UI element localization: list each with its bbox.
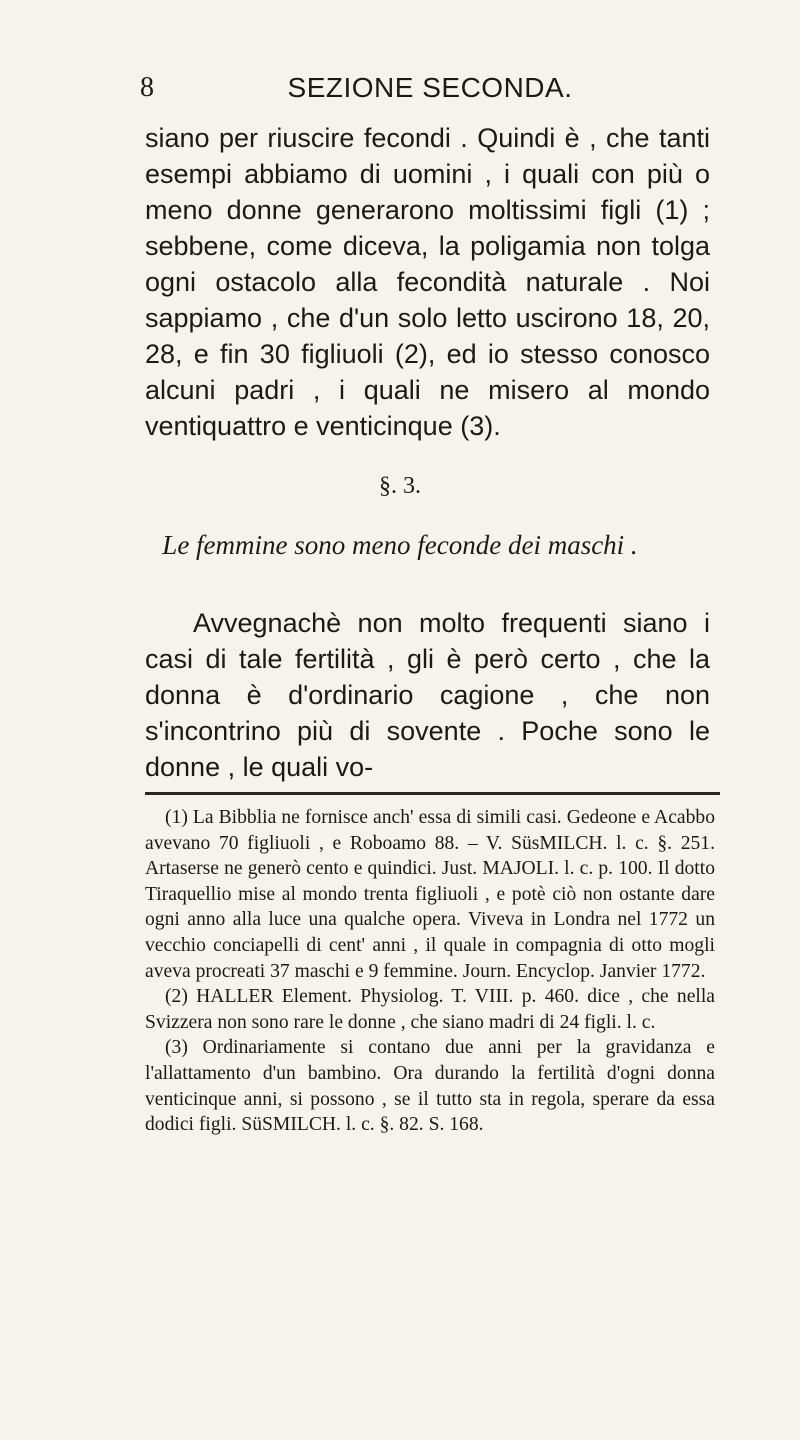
footnote-3: (3) Ordinariamente si contano due anni per la gravidanza e l'allattamento d'un bambino. Ora durando la fertilità d'ogni donna venticinque anni, si possono , se il tutto sta in regola, sperare da essa dodici figli. SüSMILCH. l. c. §. 82. S. 168. [145, 1037, 715, 1136]
footnote-separator [145, 792, 720, 795]
section-title: Le femmine sono meno feconde dei maschi . [162, 530, 638, 560]
body-paragraph-1: siano per riuscire fecondi . Quindi è , che tanti esempi abbiamo di uomini , i quali con più o meno donne generarono moltissimi figli (1) ; sebbene, come diceva, la poligamia non tolga ogni ostacolo alla fecondità naturale . Noi sappiamo , che d'un solo letto uscirono 18, 20, 28, e fin 30 figliuoli (2), ed io stesso conosco alcuni padri , i quali ne misero al mondo ventiquattro e venticinque (3). [145, 123, 710, 441]
body-paragraph-2: Avvegnachè non molto frequenti siano i casi di tale fertilità , gli è però certo , che la donna è d'ordinario cagione , che non s'incontrino più di sovente . Poche sono le donne , le quali vo- [145, 608, 710, 782]
running-head: SEZIONE SECONDA. [287, 72, 573, 103]
footnote-1: (1) La Bibblia ne fornisce anch' essa di simili casi. Gedeone e Acabbo avevano 70 figliuoli , e Roboamo 88. – V. SüsMILCH. l. c. §. 251. Artaserse ne generò cento e quindici. Just. MAJOLI. l. c. p. 100. Il dotto Tiraquellio mise al mondo trenta figliuoli , e potè ciò non ostante dare ogni anno alla luce una qualche opera. Viveva in Londra nel 1772 un vecchio conciapelli di cent' anni , il quale in compagnia di otto mogli aveva procreati 37 maschi e 9 femmine. Journ. Encyclop. Janvier 1772. [145, 807, 715, 982]
section-number: §. 3. [379, 473, 421, 499]
footnotes [145, 805, 715, 1138]
page-header [140, 72, 720, 112]
page-number: 8 [140, 72, 154, 103]
footnote-2: (2) HALLER Element. Physiolog. T. VIII. p. 460. dice , che nella Svizzera non sono rare le donne , che siano madri di 24 figli. l. c. [145, 986, 715, 1033]
